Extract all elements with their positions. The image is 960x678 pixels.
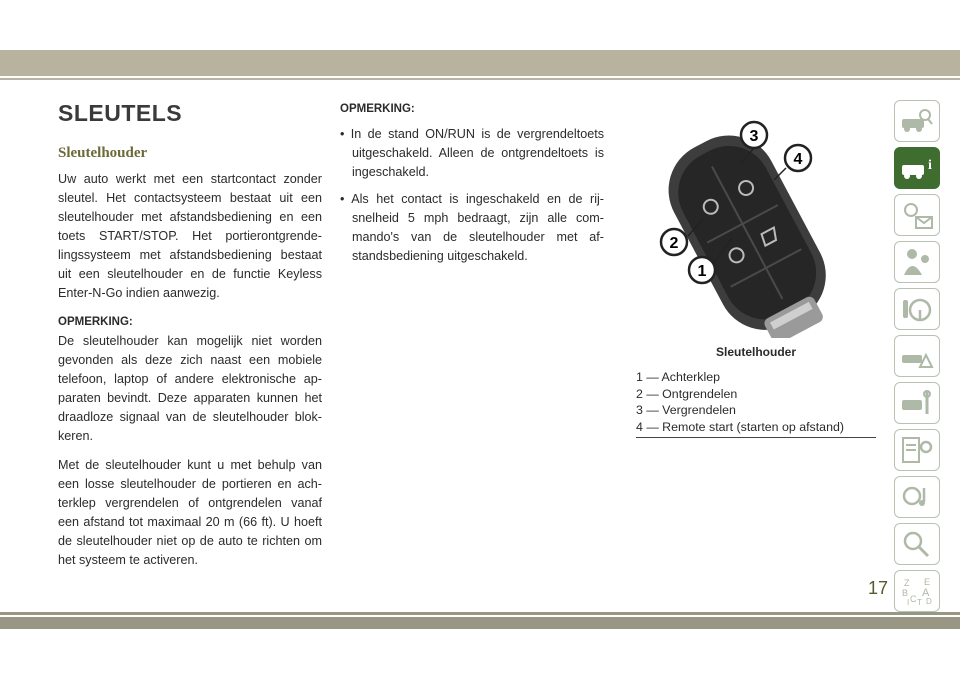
tab-service[interactable]: [894, 382, 940, 424]
note2-label: OPMERKING:: [340, 103, 415, 115]
figure-legend: [636, 369, 876, 435]
tab-car-inspection[interactable]: [894, 100, 940, 142]
footer-rule: [0, 612, 960, 615]
tab-multimedia[interactable]: [894, 476, 940, 518]
legend-item: 1 — Achterklep: [636, 370, 721, 384]
left-column: [58, 100, 322, 580]
header-rule: [0, 78, 960, 80]
car-hazard-icon: [900, 341, 934, 371]
svg-text:I: I: [907, 598, 910, 606]
svg-text:2: 2: [669, 235, 679, 252]
document-gear-icon: [900, 435, 934, 465]
magnifier-icon: [900, 529, 934, 559]
warning-light-mail-icon: [900, 200, 934, 230]
svg-text:T: T: [917, 598, 922, 606]
svg-text:B: B: [902, 588, 909, 598]
svg-text:A: A: [922, 587, 930, 599]
list-item: • In de stand ON/RUN is de vergrendeltoets uitgeschakeld. Alleen de ontgrendeltoets is ingeschakeld.: [340, 127, 604, 179]
footer-band: [0, 617, 960, 629]
car-info-icon: [900, 153, 934, 183]
legend-item: 3 — Vergrendelen: [636, 403, 736, 417]
svg-text:4: 4: [793, 151, 803, 168]
svg-text:1: 1: [697, 263, 707, 280]
legend-item: 2 — Ontgrendelen: [636, 386, 738, 401]
multimedia-music-icon: [900, 482, 934, 512]
legend-item: 4 — Remote start (starten op afstand): [636, 419, 844, 434]
alphabet-index-icon: [900, 576, 934, 606]
key-fob-illustration: [636, 108, 876, 338]
intro-paragraph: Uw auto werkt met een startcontact zonder sleutel. Het contactsysteem bestaat uit een sleutelhouder met afstandsbediening en een toets START/STOP. Het portierontgrende-lingssysteem met afstandsbediening bestaat uit een sleutelhouder en de functie Keyless Enter-N-Go indien aanwezig.: [58, 172, 322, 300]
tab-driving[interactable]: [894, 288, 940, 330]
tab-car-info[interactable]: [894, 147, 940, 189]
page-number: 17: [868, 578, 889, 598]
passenger-safety-icon: [900, 247, 934, 277]
svg-text:3: 3: [749, 128, 759, 145]
steering-wheel-icon: [900, 294, 934, 324]
legend-rule: [636, 437, 876, 438]
svg-text:C: C: [910, 594, 917, 604]
svg-text:D: D: [926, 597, 932, 606]
figure-caption: Sleutelhouder: [715, 345, 796, 359]
car-magnifier-icon: [900, 106, 934, 136]
list-item: • Als het contact is ingeschakeld en de rij-snelheid 5 mph bedraagt, zijn alle com-mando's van de sleutelhouder met af-standsbediening uitgeschakeld.: [340, 192, 604, 263]
tab-emergency[interactable]: [894, 335, 940, 377]
tab-customer-assistance[interactable]: [894, 523, 940, 565]
tab-index[interactable]: [894, 570, 940, 612]
svg-text:E: E: [924, 577, 931, 587]
note-text: De sleutelhouder kan mogelijk niet worden gevonden als deze zich naast een mobiele telefoon, laptop of andere elektronische ap-paraten bevindt. Deze apparaten kunnen het draadloze signaal van de sleutelhouder blok-keren.: [58, 334, 322, 443]
svg-text:i: i: [928, 158, 932, 173]
tab-lights-messages[interactable]: [894, 194, 940, 236]
chapter-tabs: [894, 100, 944, 617]
paragraph-2: Met de sleutelhouder kunt u met behulp van een losse sleutelhouder de portieren en ach-terklep vergrendelen of ontgrendelen vanaf een afstand tot maximaal 20 m (66 ft). U hoeft de sleutelhouder niet op de auto te richten om het systeem te activeren.: [58, 458, 322, 567]
callout-4: [774, 145, 811, 180]
section-title: SLEUTELS: [58, 100, 183, 126]
car-wrench-icon: [900, 388, 934, 418]
section-subtitle: Sleutelhouder: [58, 145, 148, 161]
tab-specifications[interactable]: [894, 429, 940, 471]
svg-text:Z: Z: [904, 578, 910, 588]
middle-column: [340, 100, 604, 274]
note-label: OPMERKING:: [58, 316, 133, 328]
note2-list: [340, 125, 604, 266]
tab-safety[interactable]: [894, 241, 940, 283]
header-band: [0, 50, 960, 76]
